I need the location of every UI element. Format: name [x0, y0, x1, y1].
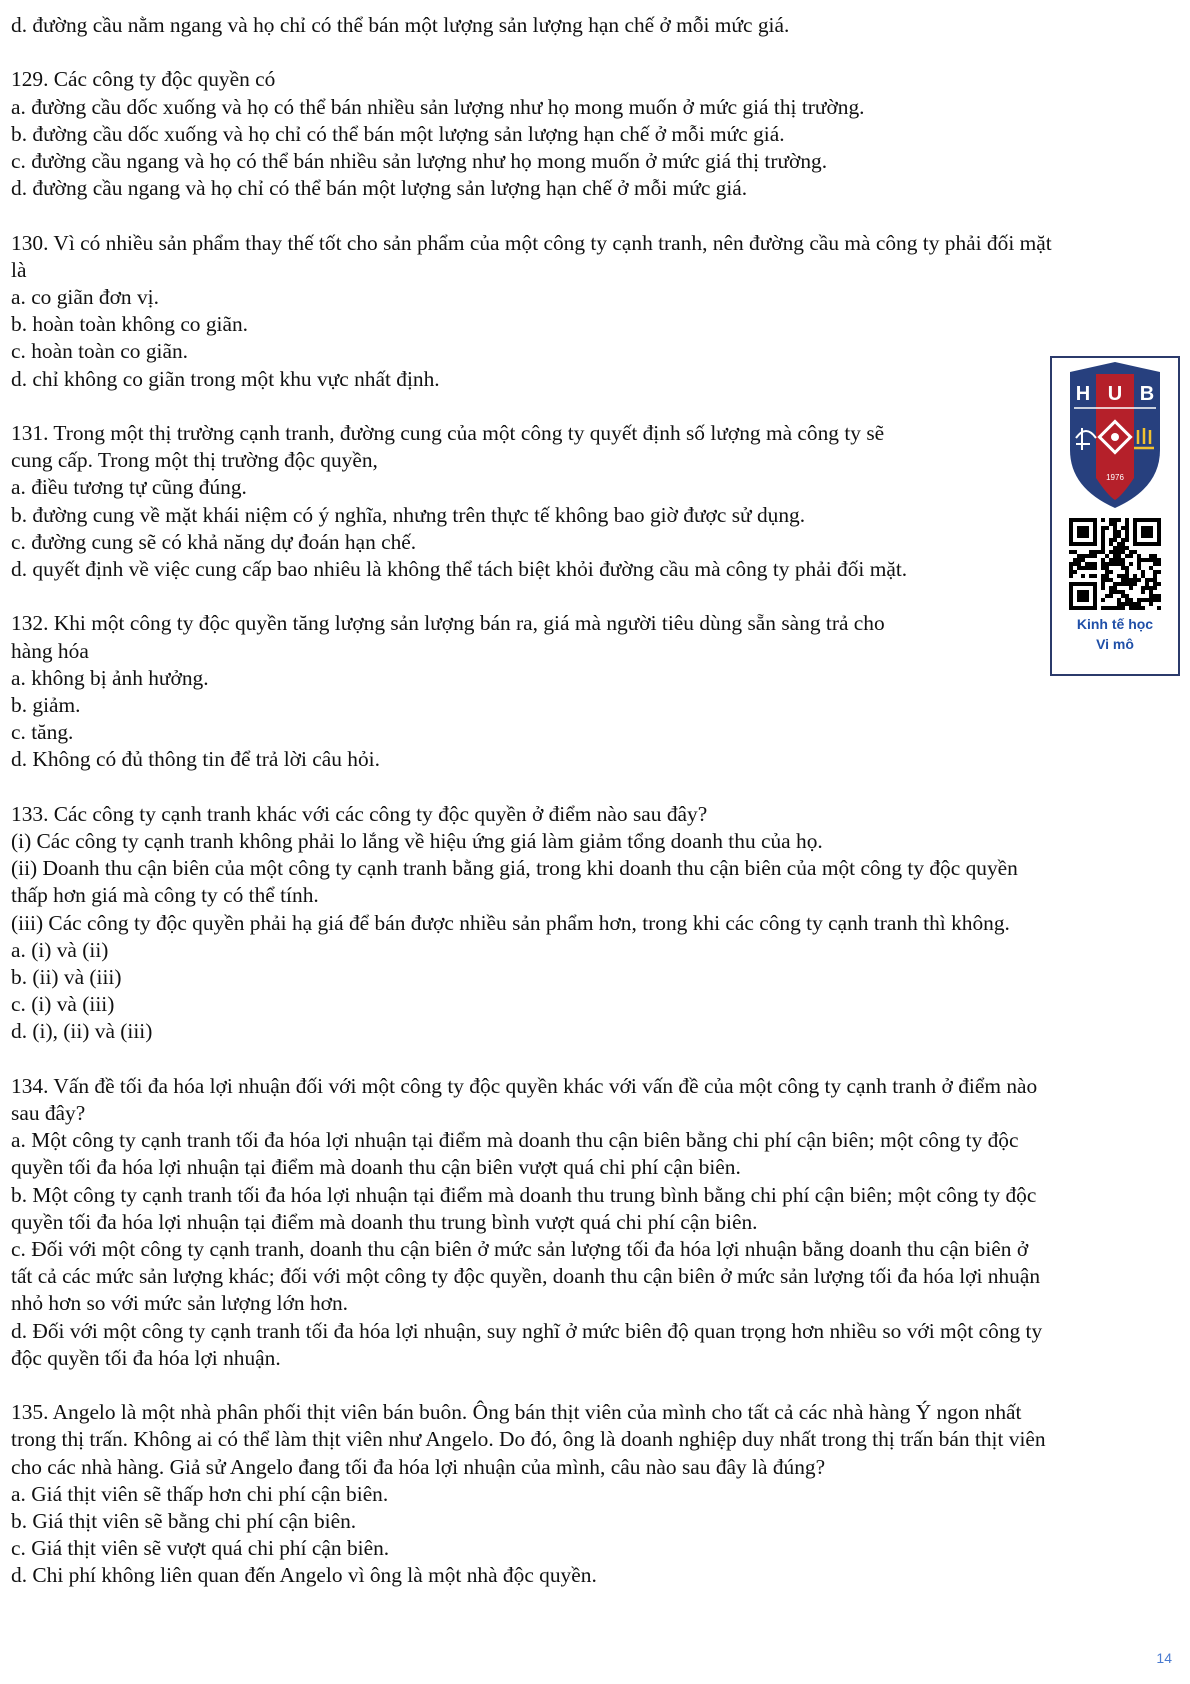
- answer-option: c. đường cung sẽ có khả năng dự đoán hạn chế.: [11, 529, 417, 554]
- question-prompt: sau đây?: [11, 1101, 86, 1126]
- answer-option: d. (i), (ii) và (iii): [11, 1019, 153, 1044]
- answer-option: a. đường cầu dốc xuống và họ có thể bán nhiều sản lượng như họ mong muốn ở mức giá thị trường.: [11, 94, 865, 119]
- answer-option: d. quyết định về việc cung cấp bao nhiêu là không thể tách biệt khỏi đường cầu mà công ty phải đối mặt.: [11, 557, 908, 582]
- question-130: [11, 230, 1181, 393]
- question-prompt: là: [11, 257, 27, 282]
- answer-option: c. tăng.: [11, 720, 74, 745]
- course-logo-card: [1050, 356, 1180, 676]
- logo-letter: B: [1139, 383, 1155, 405]
- question-prompt: cho các nhà hàng. Giả sử Angelo đang tối đa hóa lợi nhuận của mình, câu nào sau đây là đúng?: [11, 1454, 826, 1479]
- question-prompt: 134. Vấn đề tối đa hóa lợi nhuận đối với một công ty độc quyền khác với vấn đề của một công ty cạnh tranh ở điểm nào: [11, 1073, 1038, 1098]
- question-prompt: 135. Angelo là một nhà phân phối thịt viên bán buôn. Ông bán thịt viên của mình cho tất cả các nhà hàng Ý ngon nhất: [11, 1400, 1022, 1425]
- answer-option: b. đường cầu dốc xuống và họ chỉ có thể bán một lượng sản lượng hạn chế ở mỗi mức giá.: [11, 121, 785, 146]
- answer-option: c. Đối với một công ty cạnh tranh, doanh thu cận biên ở mức sản lượng tối đa hóa lợi nhuận bằng doanh thu cận biên ở: [11, 1237, 1029, 1262]
- question-133: [11, 801, 1181, 1046]
- answer-option: c. hoàn toàn co giãn.: [11, 339, 189, 364]
- answer-option: a. Giá thịt viên sẽ thấp hơn chi phí cận biên.: [11, 1481, 389, 1506]
- question-statement: (ii) Doanh thu cận biên của một công ty cạnh tranh bằng giá, trong khi doanh thu cận biên của một công ty độc quyền: [11, 856, 1018, 881]
- page-number: 14: [1156, 1650, 1172, 1666]
- caption-line-2: Vi mô: [1096, 636, 1134, 652]
- answer-option: d. Đối với một công ty cạnh tranh tối đa hóa lợi nhuận, suy nghĩ ở mức biên độ quan trọng hơn nhiều so với một công ty: [11, 1318, 1043, 1343]
- answer-option: b. hoàn toàn không co giãn.: [11, 312, 249, 337]
- answer-option: b. (ii) và (iii): [11, 965, 122, 990]
- question-statement: (iii) Các công ty độc quyền phải hạ giá để bán được nhiều sản phẩm hơn, trong khi các công ty cạnh tranh thì không.: [11, 910, 1010, 935]
- answer-option: a. (i) và (ii): [11, 937, 109, 962]
- answer-option: a. điều tương tự cũng đúng.: [11, 475, 247, 500]
- question-132: [11, 610, 1181, 773]
- answer-option: tất cả các mức sản lượng khác; đối với một công ty độc quyền, doanh thu cận biên ở mức sản lượng tối đa hóa lợi nhuận: [11, 1264, 1041, 1289]
- answer-option: d. Không có đủ thông tin để trả lời câu hỏi.: [11, 747, 380, 772]
- document-body: [11, 12, 1181, 1590]
- answer-option: d. chỉ không co giãn trong một khu vực nhất định.: [11, 366, 440, 391]
- answer-option: c. đường cầu ngang và họ có thể bán nhiều sản lượng như họ mong muốn ở mức giá thị trường.: [11, 149, 828, 173]
- question-prompt: 131. Trong một thị trường cạnh tranh, đường cung của một công ty quyết định số lượng mà công ty sẽ: [11, 421, 885, 445]
- answer-option: độc quyền tối đa hóa lợi nhuận.: [11, 1345, 281, 1370]
- answer-option: quyền tối đa hóa lợi nhuận tại điểm mà doanh thu trung bình vượt quá chi phí cận biên.: [11, 1209, 758, 1234]
- question-131: [11, 420, 1181, 583]
- question-prompt: 132. Khi một công ty độc quyền tăng lượng sản lượng bán ra, giá mà người tiêu dùng sẵn sàng trả cho: [11, 611, 885, 636]
- question-prompt: 133. Các công ty cạnh tranh khác với các công ty độc quyền ở điểm nào sau đây?: [11, 801, 708, 826]
- answer-option: c. Giá thịt viên sẽ vượt quá chi phí cận biên.: [11, 1536, 390, 1561]
- answer-option: b. đường cung về mặt khái niệm có ý nghĩa, nhưng trên thực tế không bao giờ được sử dụng.: [11, 502, 806, 527]
- caption-line-1: Kinh tế học: [1076, 616, 1154, 632]
- question-prompt: 130. Vì có nhiều sản phẩm thay thế tốt cho sản phẩm của một công ty cạnh tranh, nên đường cầu mà công ty phải đối mặt: [11, 230, 1052, 255]
- answer-option: a. không bị ảnh hưởng.: [11, 665, 209, 690]
- question-134: [11, 1073, 1181, 1372]
- previous-question-option: d. đường cầu nằm ngang và họ chỉ có thể bán một lượng sản lượng hạn chế ở mỗi mức giá.: [11, 13, 790, 37]
- answer-option: d. đường cầu ngang và họ chỉ có thể bán một lượng sản lượng hạn chế ở mỗi mức giá.: [11, 176, 748, 201]
- answer-option: d. Chi phí không liên quan đến Angelo vì ông là một nhà độc quyền.: [11, 1563, 597, 1588]
- answer-option: quyền tối đa hóa lợi nhuận tại điểm mà doanh thu cận biên vượt quá chi phí cận biên.: [11, 1155, 741, 1180]
- answer-option: a. Một công ty cạnh tranh tối đa hóa lợi nhuận tại điểm mà doanh thu cận biên bằng chi phí cận biên; một công ty độc: [11, 1128, 1019, 1153]
- question-135: [11, 1399, 1181, 1589]
- qr-code-icon: [1069, 518, 1161, 610]
- logo-letter: U: [1107, 383, 1123, 405]
- answer-option: c. (i) và (iii): [11, 992, 115, 1017]
- logo-year: 1976: [1106, 473, 1124, 482]
- question-statement: (i) Các công ty cạnh tranh không phải lo lắng về hiệu ứng giá làm giảm tổng doanh thu của họ.: [11, 829, 823, 854]
- question-prompt: 129. Các công ty độc quyền có: [11, 67, 276, 92]
- question-129: [11, 66, 1181, 202]
- question-prompt: trong thị trấn. Không ai có thể làm thịt viên như Angelo. Do đó, ông là doanh nghiệp duy nhất trong thị trấn bán thịt viên: [11, 1427, 1046, 1452]
- question-statement: thấp hơn giá mà công ty có thể tính.: [11, 883, 319, 908]
- answer-option: b. Một công ty cạnh tranh tối đa hóa lợi nhuận tại điểm mà doanh thu trung bình bằng chi phí cận biên; một công ty độc: [11, 1182, 1037, 1207]
- answer-option: nhỏ hơn so với mức sản lượng lớn hơn.: [11, 1291, 349, 1316]
- logo-letter: H: [1075, 383, 1091, 405]
- question-prompt: hàng hóa: [11, 638, 89, 663]
- answer-option: b. giảm.: [11, 693, 81, 718]
- answer-option: b. Giá thịt viên sẽ bằng chi phí cận biên.: [11, 1509, 357, 1534]
- answer-option: a. co giãn đơn vị.: [11, 285, 159, 309]
- question-prompt: cung cấp. Trong một thị trường độc quyền,: [11, 448, 378, 473]
